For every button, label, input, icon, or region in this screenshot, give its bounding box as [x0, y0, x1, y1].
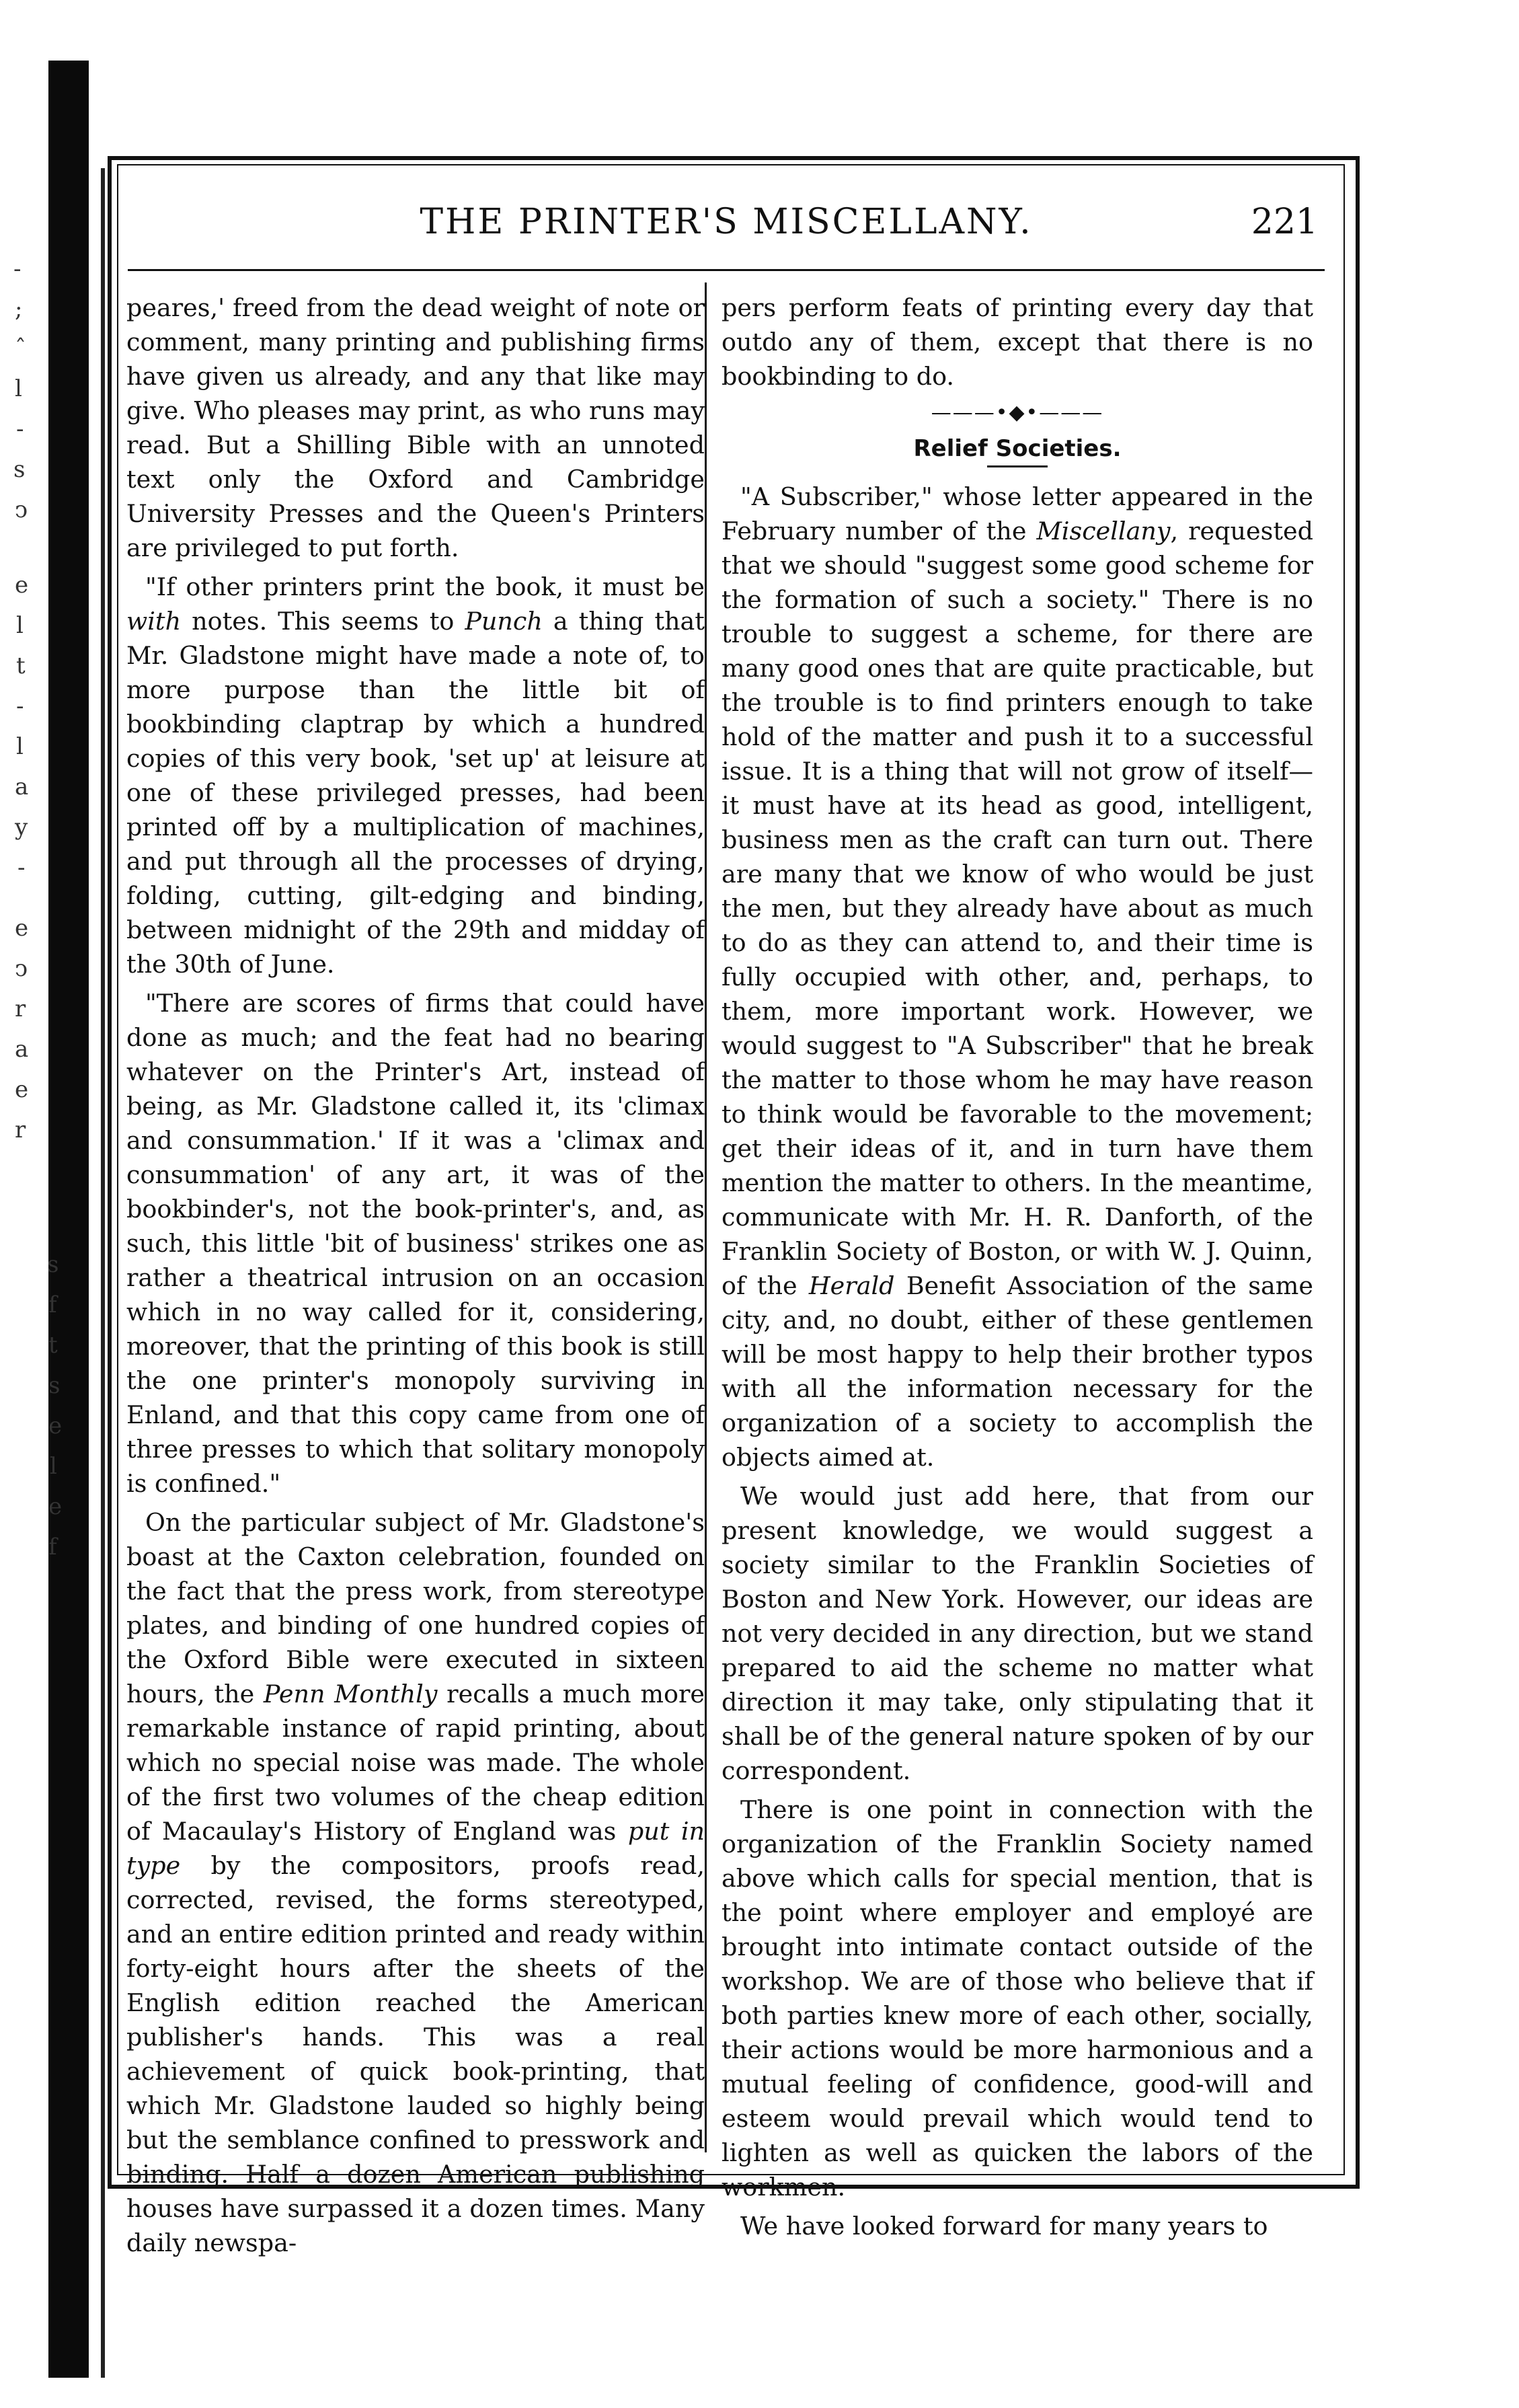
text-run: notes. This seems to: [181, 607, 465, 636]
header-rule: [128, 269, 1325, 271]
page-number: 221: [1251, 202, 1318, 242]
text-run: We would just add here, that from our present knowledge, we would suggest a society similar to the Franklin Societies of Boston and New York. However, our ideas are not very decided in any direction, but we stand prepared to aid the scheme no matter what direction it may take, only stipulating that it shall be of the general nature spoken of by our correspondent.: [722, 1482, 1313, 1785]
paragraph: [126, 291, 705, 565]
text-run: "A Subscriber," whose letter appeared in the February number of the: [722, 482, 1313, 545]
margin-glyph: e: [15, 1076, 29, 1103]
margin-glyph: s: [48, 1372, 61, 1399]
text-run: recalls a much more remarkable instance of rapid printing, about which no special noise was made. The whole of the first two volumes of the cheap edition of Macaulay's History of England was: [126, 1680, 705, 1846]
paragraph: [722, 291, 1313, 393]
section-heading: Relief Societies.: [913, 435, 1122, 462]
margin-glyph: s: [47, 1251, 59, 1278]
margin-glyph: a: [15, 1036, 29, 1063]
text-run: peares,' freed from the dead weight of note or comment, many printing and publishing firms have given us already, and any that like may give. Who pleases may print, as who runs may read. But a Shilling Bible with an unnoted text only the Oxford and Cambridge University Presses and the Queen's Printers are privileged to put forth.: [126, 293, 705, 562]
italic-text: Punch: [465, 607, 543, 636]
text-run: a thing that Mr. Gladstone might have made a note of, to more purpose than the little bit of bookbinding claptrap by which a hundred copies of this very book, 'set up' at leisure at one of these privileged presses, had been printed off by a multiplication of machines, and put through all the processes of drying, folding, cutting, gilt-edging and binding, between midnight of the 29th and midday of the 30th of June.: [126, 607, 705, 979]
italic-text: put in type: [126, 1817, 705, 1880]
italic-text: Miscellany: [1036, 517, 1171, 545]
heading-rule: [987, 465, 1048, 467]
right-column: [722, 291, 1313, 2248]
text-run: "If other printers print the book, it must be: [145, 572, 705, 601]
margin-glyph: r: [15, 995, 26, 1022]
text-run: "There are scores of firms that could have done as much; and the feat had no bearing whatever on the Printer's Art, instead of being, as Mr. Gladstone called it, its 'climax and consummation.' If it was a 'climax and consummation' of any art, it was of the bookbinder's, not the book-printer's, and, as such, this little 'bit of business' strikes one as rather a theatrical intrusion on an occasion which in no way called for it, considering, moreover, that the printing of this book is still the one printer's monopoly surviving in Enland, and that this copy came from one of three presses to which that solitary monopoly is confined.": [126, 989, 705, 1498]
margin-glyph: ↄ: [15, 496, 28, 523]
margin-glyph: l: [15, 375, 22, 402]
margin-glyph: s: [13, 456, 26, 483]
italic-text: Herald: [808, 1271, 895, 1300]
margin-glyph: l: [16, 733, 24, 760]
text-run: On the particular subject of Mr. Gladstone's boast at the Caxton celebration, founded on the fact that the press work, from stereotype plates, and binding of one hundred copies of the Oxford Bible were executed in sixteen hours, the: [126, 1508, 705, 1708]
paragraph: [722, 1479, 1313, 1788]
margin-glyph: f: [48, 1534, 57, 1560]
italic-text: with: [126, 607, 182, 636]
margin-glyph: t: [16, 652, 26, 679]
section-ornament: ———•◆•———: [931, 401, 1104, 424]
margin-glyph: -: [16, 416, 24, 443]
left-column: [126, 291, 705, 2265]
paragraph: [722, 1793, 1313, 2204]
margin-glyph: -: [16, 693, 24, 720]
margin-glyph: ↄ: [15, 955, 28, 982]
facing-page-margin-letters: [0, 256, 74, 2408]
margin-glyph: -: [17, 854, 26, 881]
italic-text: Penn Monthly: [263, 1680, 438, 1708]
margin-glyph: ˆ: [15, 335, 26, 362]
text-run: There is one point in connection with the organization of the Franklin Society named above which calls for special mention, that is the point where employer and employé are brought into intimate contact outside of the workshop. We are of those who believe that if both parties knew more of each other, socially, their actions would be more harmonious and a mutual feeling of confidence, good-will and esteem would prevail which would tend to lighten as well as quicken the labors of the workmen.: [722, 1795, 1313, 2202]
margin-glyph: ;: [15, 296, 23, 323]
paragraph: [722, 2209, 1313, 2243]
text-run: pers perform feats of printing every day that outdo any of them, except that there is no bookbinding to do.: [722, 293, 1313, 391]
text-run: , requested that we should "suggest some good scheme for the formation of such a society." There is no trouble to suggest a scheme, for there are many good ones that are quite practicable, but the trouble is to find printers enough to take hold of the matter and push it to a successful issue. It is a thing that will not grow of itself—it must have at its head as good, intelligent, business men as the craft can turn out. There are many that we know of who would be just the men, but they already have about as much to do as they can attend to, and their time is fully occupied with other, and, perhaps, to them, more important work. However, we would suggest to "A Subscriber" that he break the matter to those whom he may have reason to think would be favorable to the movement; get their ideas of it, and in turn have them mention the matter to others. In the meantime, communicate with Mr. H. R. Danforth, of the Franklin Society of Boston, or with W. J. Quinn, of the: [722, 517, 1314, 1300]
margin-glyph: e: [48, 1493, 63, 1520]
paragraph: [722, 480, 1313, 1474]
margin-glyph: e: [15, 915, 29, 942]
text-run: by the compositors, proofs read, corrected, revised, the forms stereotyped, and an entire edition printed and ready within forty-eight hours after the sheets of the English edition reached the American publisher's hands. This was a real achievement of quick book-printing, that which Mr. Gladstone lauded so highly being but the semblance confined to presswork and binding. Half a dozen American publishing houses have surpassed it a dozen times. Many daily newspa-: [126, 1851, 705, 2257]
running-title: THE PRINTER'S MISCELLANY.: [420, 202, 1033, 242]
column-rule: [705, 283, 707, 2152]
margin-glyph: -: [13, 256, 22, 283]
text-run: We have looked forward for many years to: [740, 2212, 1268, 2241]
paragraph: [126, 1505, 705, 2260]
binding-edge-line: [101, 168, 105, 2378]
margin-glyph: f: [48, 1291, 57, 1318]
margin-glyph: l: [16, 612, 24, 639]
paragraph: [126, 986, 705, 1501]
margin-glyph: a: [15, 774, 29, 800]
margin-glyph: t: [48, 1332, 58, 1359]
margin-glyph: r: [15, 1117, 26, 1143]
margin-glyph: e: [48, 1413, 63, 1439]
text-run: Benefit Association of the same city, and, no doubt, either of these gentlemen will be most happy to help their brother typos with all the information necessary for the organization of a society to accomplish the objects aimed at.: [722, 1271, 1313, 1472]
margin-glyph: y: [15, 814, 28, 841]
running-header: [121, 196, 1331, 250]
paragraph: [126, 570, 705, 981]
margin-glyph: e: [15, 572, 29, 599]
margin-glyph: l: [50, 1453, 57, 1480]
